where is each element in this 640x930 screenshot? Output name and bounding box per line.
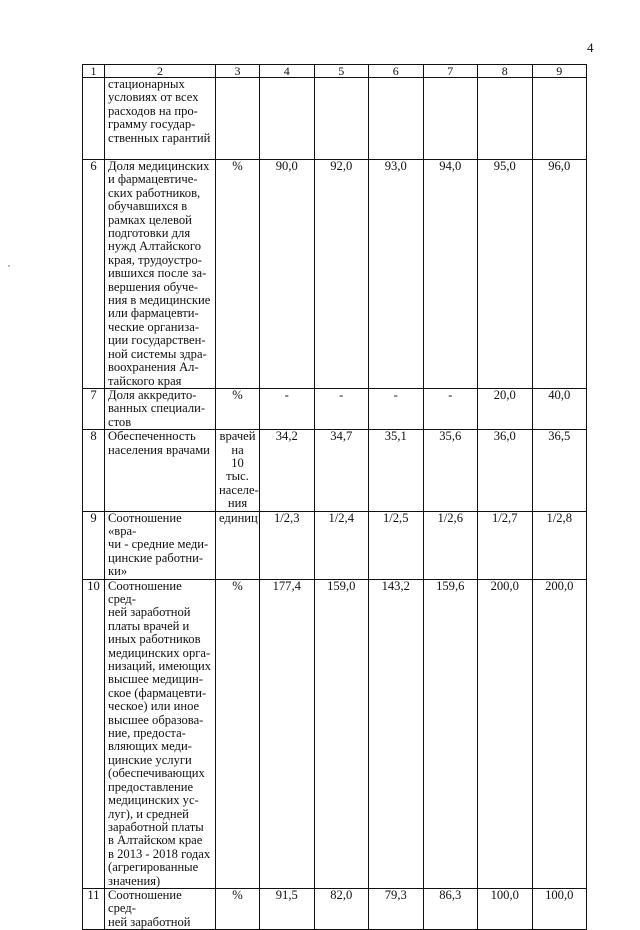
table-row — [83, 579, 587, 888]
indicator-name-line: или фармацевти- — [108, 306, 199, 321]
header-cell: 3 — [216, 65, 260, 78]
indicator-name-line: условиях от всех — [108, 90, 199, 105]
indicator-name-line: Соотношение «вра- — [108, 511, 182, 538]
value-cell: - — [423, 388, 478, 429]
value-cell: 94,0 — [423, 160, 478, 389]
indicator-name-line: обучавшихся в — [108, 199, 188, 214]
indicator-name-line: луг), и средней — [108, 806, 189, 821]
indicator-name-line: чи - средние меди- — [108, 537, 209, 552]
scan-speck — [8, 265, 10, 267]
indicator-name-line: вляющих меди- — [108, 739, 192, 754]
unit-cell — [216, 388, 260, 429]
value-cell: 159,6 — [423, 579, 478, 888]
indicator-name-line: Обеспеченность — [108, 429, 196, 444]
indicator-name-line: рамках целевой — [108, 212, 192, 227]
indicator-name-line: ние, предоста- — [108, 726, 186, 741]
indicator-name — [105, 78, 216, 160]
unit-cell — [216, 78, 260, 160]
unit-line: на — [231, 442, 244, 457]
indicator-name-line: медицинских ус- — [108, 793, 199, 808]
indicator-name — [105, 511, 216, 579]
table-row — [83, 888, 587, 929]
header-cell: 4 — [260, 65, 315, 78]
indicator-name-line: Доля медицинских — [108, 159, 210, 173]
value-cell: - — [314, 388, 369, 429]
indicator-name-line: ческие организа- — [108, 319, 200, 334]
value-cell: 34,2 — [260, 430, 315, 511]
row-number: 10 — [83, 579, 105, 888]
unit-line: % — [232, 388, 243, 402]
unit-line: ния — [227, 496, 248, 511]
indicator-name-line: ной системы здра- — [108, 346, 207, 361]
value-cell: 86,3 — [423, 888, 478, 929]
value-cell: 1/2,4 — [314, 511, 369, 579]
header-cell: 7 — [423, 65, 478, 78]
value-cell: 1/2,8 — [532, 511, 587, 579]
indicator-name-line: иных работников — [108, 632, 201, 647]
indicator-name-line: ческое) или иное — [108, 699, 200, 714]
table-row — [83, 160, 587, 389]
indicator-name-line: стов — [108, 414, 132, 429]
indicator-name-line: Соотношение сред- — [108, 888, 182, 916]
indicator-name-line: ней заработной — [108, 605, 191, 620]
indicator-name-line: ки» — [108, 564, 128, 579]
indicator-name-line: вершения обуче- — [108, 279, 199, 294]
indicator-name — [105, 888, 216, 929]
indicator-name-line: значения) — [108, 873, 161, 888]
indicator-name — [105, 579, 216, 888]
table-row — [83, 78, 587, 160]
value-cell: 91,5 — [260, 888, 315, 929]
value-cell: 92,0 — [314, 160, 369, 389]
value-cell: 159,0 — [314, 579, 369, 888]
value-cell: 200,0 — [532, 579, 587, 888]
indicator-name-line: и фармацевтиче- — [108, 172, 198, 187]
row-number: 8 — [83, 430, 105, 511]
indicator-name-line: Соотношение сред- — [108, 579, 182, 606]
header-cell: 9 — [532, 65, 587, 78]
value-cell: 35,1 — [369, 430, 424, 511]
indicator-name-line: ившихся после за- — [108, 266, 207, 281]
value-cell: 1/2,7 — [478, 511, 533, 579]
indicator-name-line: (агрегированные — [108, 860, 199, 875]
value-cell: 36,0 — [478, 430, 533, 511]
value-cell: - — [260, 388, 315, 429]
value-cell — [478, 78, 533, 160]
indicator-name-line: населения врачами — [108, 442, 210, 457]
indicator-name-line: расходов на про- — [108, 103, 198, 118]
indicator-name-line: воохранения Ал- — [108, 360, 199, 375]
indicator-name — [105, 388, 216, 429]
indicator-name-line: медицинских орга- — [108, 645, 211, 660]
row-number: 6 — [83, 160, 105, 389]
indicator-name-line: ственных гарантий — [108, 130, 211, 145]
value-cell: 177,4 — [260, 579, 315, 888]
indicator-name-line: ней заработной — [108, 914, 191, 929]
value-cell: 93,0 — [369, 160, 424, 389]
page-number: 4 — [587, 40, 594, 55]
unit-line: % — [232, 579, 243, 593]
indicator-name-line: ское (фармацевти- — [108, 685, 207, 700]
indicator-name-line: цинские работни- — [108, 550, 204, 565]
row-number: 11 — [83, 888, 105, 929]
value-cell: 100,0 — [478, 888, 533, 929]
value-cell: 143,2 — [369, 579, 424, 888]
indicator-name-line: заработной платы — [108, 819, 204, 834]
unit-line: населе- — [219, 482, 259, 497]
unit-cell — [216, 888, 260, 929]
value-cell: 200,0 — [478, 579, 533, 888]
value-cell: 1/2,6 — [423, 511, 478, 579]
indicator-name — [105, 430, 216, 511]
value-cell: 79,3 — [369, 888, 424, 929]
unit-cell — [216, 160, 260, 389]
indicator-name-line: нужд Алтайского — [108, 239, 202, 254]
value-cell: 1/2,5 — [369, 511, 424, 579]
value-cell — [369, 78, 424, 160]
indicator-name-line: в Алтайском крае — [108, 833, 203, 848]
indicator-name-line: высшее медицин- — [108, 672, 203, 687]
indicator-name-line: предоставление — [108, 779, 194, 794]
header-cell: 1 — [83, 65, 105, 78]
indicator-name-line: ции государствен- — [108, 333, 206, 348]
value-cell: 40,0 — [532, 388, 587, 429]
value-cell: 96,0 — [532, 160, 587, 389]
indicator-name-line: края, трудоустро- — [108, 252, 202, 267]
header-cell: 2 — [105, 65, 216, 78]
row-number: 9 — [83, 511, 105, 579]
unit-cell — [216, 511, 260, 579]
unit-line: % — [232, 159, 243, 173]
value-cell: 95,0 — [478, 160, 533, 389]
indicators-table — [82, 64, 587, 930]
indicator-name-line: цинские услуги — [108, 752, 192, 767]
indicator-name-line: низаций, имеющих — [108, 659, 212, 674]
value-cell — [532, 78, 587, 160]
value-cell: 36,5 — [532, 430, 587, 511]
value-cell — [314, 78, 369, 160]
indicator-name-line: в 2013 - 2018 годах — [108, 846, 211, 861]
unit-cell — [216, 430, 260, 511]
indicator-name-line: высшее образова- — [108, 712, 204, 727]
indicator-name-line: ния в медицинские — [108, 293, 211, 308]
indicator-name-line: ванных специали- — [108, 401, 206, 416]
indicator-name-line: подготовки для — [108, 226, 191, 241]
header-cell: 8 — [478, 65, 533, 78]
unit-line: % — [232, 888, 243, 902]
indicator-name — [105, 160, 216, 389]
unit-line: единиц — [219, 511, 258, 525]
value-cell — [260, 78, 315, 160]
unit-cell — [216, 579, 260, 888]
header-cell: 6 — [369, 65, 424, 78]
indicator-name-line: тайского края — [108, 373, 182, 388]
unit-line: врачей — [219, 429, 256, 444]
row-number: 7 — [83, 388, 105, 429]
indicator-name-line: платы врачей и — [108, 618, 190, 633]
value-cell: 100,0 — [532, 888, 587, 929]
indicator-name-line: ских работников, — [108, 185, 201, 200]
value-cell: 35,6 — [423, 430, 478, 511]
unit-line: 10 тыс. — [226, 455, 249, 484]
indicator-name-line: Доля аккредито- — [108, 388, 197, 402]
table-header-row — [83, 65, 587, 78]
table-row — [83, 430, 587, 511]
value-cell — [423, 78, 478, 160]
value-cell: 90,0 — [260, 160, 315, 389]
value-cell: 1/2,3 — [260, 511, 315, 579]
row-number — [83, 78, 105, 160]
indicator-name-line: (обеспечивающих — [108, 766, 205, 781]
indicator-name-line: грамму государ- — [108, 117, 196, 132]
value-cell: 20,0 — [478, 388, 533, 429]
value-cell: 82,0 — [314, 888, 369, 929]
table-row — [83, 388, 587, 429]
indicator-name-line: стационарных — [108, 77, 185, 91]
value-cell: - — [369, 388, 424, 429]
value-cell: 34,7 — [314, 430, 369, 511]
header-cell: 5 — [314, 65, 369, 78]
table-row — [83, 511, 587, 579]
